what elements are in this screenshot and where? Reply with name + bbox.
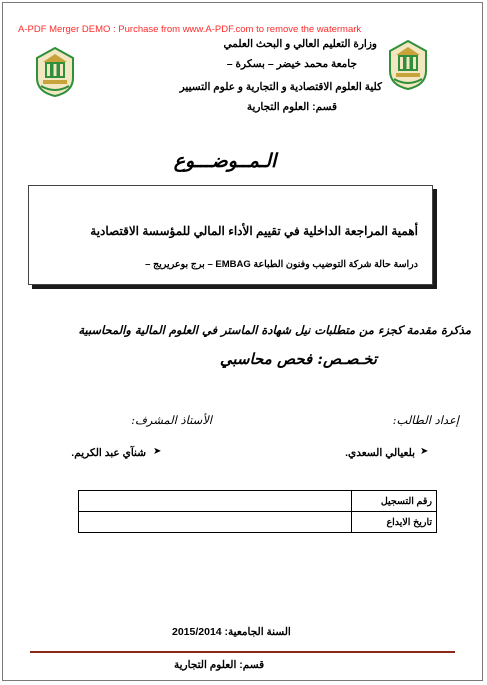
academic-year: السنة الجامعية: 2015/2014 <box>172 626 291 638</box>
page-border <box>2 2 483 681</box>
watermark-text: A-PDF Merger DEMO : Purchase from www.A-PDF.com to remove the watermark <box>18 24 362 35</box>
deposit-date-value <box>79 512 352 533</box>
topic-title: أهمية المراجعة الداخلية في تقييم الأداء المالي للمؤسسة الاقتصادية <box>90 224 418 238</box>
registration-table <box>78 490 437 533</box>
specialty: تخـصـص: فحص محاسبي <box>219 350 377 368</box>
supervisor-bullet-icon: ➤ <box>153 446 162 457</box>
faculty-name: كلية العلوم الاقتصادية و التجارية و علوم التسيير <box>179 81 382 93</box>
footer-department: قسم: العلوم التجارية <box>174 659 265 671</box>
university-logo-left-icon <box>33 46 77 98</box>
deposit-date-label: تاريخ الايداع <box>352 512 437 533</box>
student-label: إعداد الطالب: <box>392 413 459 427</box>
table-row <box>79 512 437 533</box>
topic-box <box>28 185 433 285</box>
case-study: دراسة حالة شركة التوضيب وفنون الطباعة EMBAG – برج بوعريريج – <box>145 259 418 270</box>
department-name: قسم: العلوم التجارية <box>246 101 337 113</box>
student-bullet-icon: ➤ <box>420 446 429 457</box>
supervisor-name: شنآي عبد الكريم. <box>71 447 146 459</box>
student-name: بلعيالي السعدي. <box>345 447 415 459</box>
footer-divider <box>30 651 455 653</box>
registration-number-value <box>79 491 352 512</box>
supervisor-label: الأستاذ المشرف: <box>131 413 212 427</box>
university-logo-right-icon <box>386 39 430 91</box>
university-name: جامعة محمد خيضر – بسكرة – <box>226 58 357 70</box>
registration-number-label: رقم التسجيل <box>352 491 437 512</box>
subject-heading: الـمــوضـــوع <box>173 150 277 172</box>
ministry-name: وزارة التعليم العالي و البحث العلمي <box>223 38 377 50</box>
table-row <box>79 491 437 512</box>
memo-statement: مذكرة مقدمة كجزء من متطلبات نيل شهادة الماستر في العلوم المالية والمحاسبية <box>78 323 471 337</box>
